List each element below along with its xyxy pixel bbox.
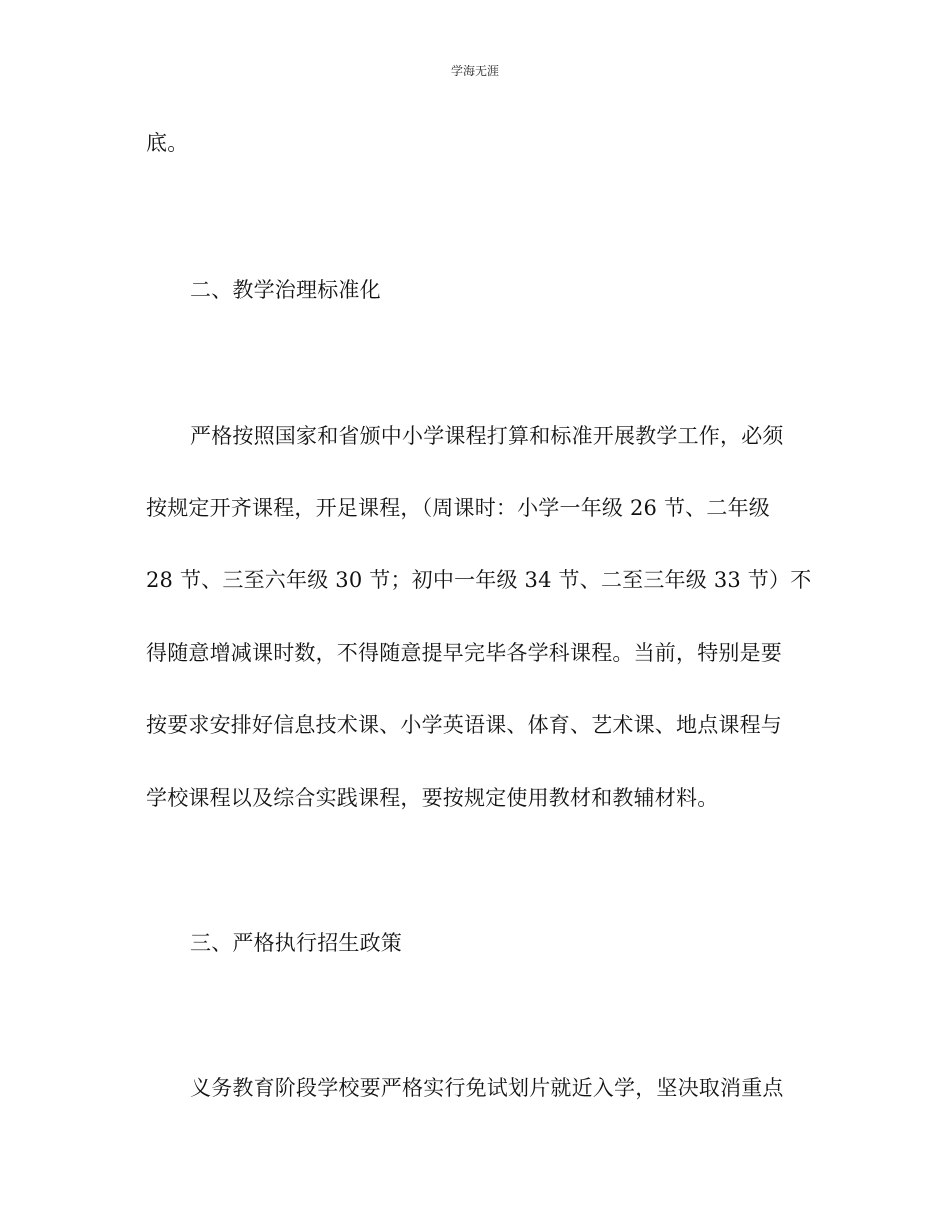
section-2-paragraph-line: 学校课程以及综合实践课程，要按规定使用教材和教辅材料。 <box>146 786 719 810</box>
section-2-paragraph-line: 严格按照国家和省颁中小学课程打算和标准开展教学工作，必须 <box>190 424 784 448</box>
section-3-paragraph-line: 义务教育阶段学校要严格实行免试划片就近入学，坚决取消重点 <box>190 1076 784 1100</box>
continuation-text: 底。 <box>146 131 189 155</box>
section-2-heading: 二、教学治理标准化 <box>190 278 381 302</box>
section-2-paragraph-line: 28 节、三至六年级 30 节；初中一年级 34 节、二至三年级 33 节）不 <box>146 568 812 592</box>
page-header: 学海无涯 <box>450 64 499 78</box>
section-2-paragraph-line: 按规定开齐课程，开足课程，（周课时：小学一年级 26 节、二年级 <box>146 496 770 520</box>
section-3-heading: 三、严格执行招生政策 <box>190 931 402 955</box>
section-2-paragraph-line: 按要求安排好信息技术课、小学英语课、体育、艺术课、地点课程与 <box>146 713 782 737</box>
section-2-paragraph-line: 得随意增减课时数，不得随意提早完毕各学科课程。当前，特别是要 <box>146 641 782 665</box>
